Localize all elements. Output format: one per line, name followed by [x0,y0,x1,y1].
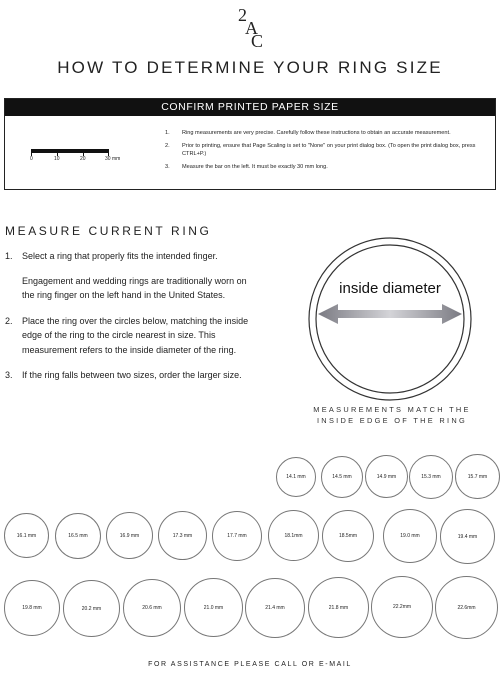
print-instructions [165,129,495,176]
ring-size-circle [63,580,120,637]
ring-size-circle [455,454,500,499]
confirm-paper-size-panel [4,98,496,190]
measure-instructions [5,249,250,392]
ring-size-label: 18.1mm [284,532,303,539]
ring-size-circle [55,513,101,559]
scale-label: 0 [30,156,33,162]
ring-size-circle [321,456,363,498]
ring-size-circle [383,509,437,563]
ring-size-circle [308,577,369,638]
note-line: INSIDE EDGE OF THE RING [316,416,468,425]
item-text: Engagement and wedding rings are traditionally worn on the ring finger on the left hand in the United States. [22,275,247,301]
ring-size-circle [184,578,243,637]
ring-size-circle [276,457,316,497]
inside-diameter-diagram [304,236,476,402]
ring-size-circle [4,513,49,558]
ring-size-circle [245,578,305,638]
ring-size-circle [371,576,433,638]
ring-size-label: 19.8 mm [22,605,42,611]
ring-size-circle [322,510,374,562]
logo-letter-c: C [251,31,264,48]
ring-size-label: 20.2 mm [81,605,102,612]
ring-size-label: 21.4 mm [265,605,285,611]
assistance-footer: FOR ASSISTANCE PLEASE CALL OR E-MAIL [148,661,352,668]
logo-letter-2: 2 [238,5,247,25]
instruction-item [5,368,250,383]
logo-letter-a: A [245,18,258,38]
ring-size-circle [123,579,181,637]
step-number: 1. [165,130,170,136]
item-text: Select a ring that properly fits the intended finger. [22,251,218,261]
ring-size-circle [268,510,319,561]
ring-size-circle [106,512,153,559]
page-title: HOW TO DETERMINE YOUR RING SIZE [57,58,443,77]
item-number: 3. [5,369,13,380]
ring-size-circle [435,576,498,639]
ring-size-label: 18.5mm [338,533,358,539]
step-text: Prior to printing, ensure that Page Scaling is set to "None" on your print dialog box. (To open the print dialog box, press CTRL+P.) [182,143,476,158]
print-step [165,163,495,171]
section-title: MEASURE CURRENT RING [5,224,212,238]
double-arrow-icon [318,304,462,324]
ring-size-circle [212,511,262,561]
brand-logo [236,4,266,48]
ring-size-circle [365,455,408,498]
diagram-label: inside diameter [339,280,441,297]
note-line: MEASUREMENTS MATCH THE [313,405,471,414]
ring-size-label: 16.5 mm [68,533,88,539]
step-text: Measure the bar on the left. It must be exactly 30 mm long. [182,164,328,171]
item-number: 2. [5,315,13,326]
step-number: 3. [165,164,170,171]
print-step [165,142,495,158]
ring-size-circle [409,455,453,499]
instruction-note [5,274,250,303]
scale-label: 20 [80,156,86,162]
ring-size-label: 14.1 mm [286,474,306,480]
measurement-note [300,404,484,426]
ring-size-label: 22.6mm [457,604,476,611]
ring-size-label: 14.9 mm [376,473,397,480]
ring-size-label: 16.1 mm [16,532,37,539]
instruction-item [5,249,250,264]
item-text: If the ring falls between two sizes, order the larger size. [22,369,242,380]
ring-size-circle [4,580,60,636]
print-step [165,129,495,137]
ring-size-label: 21.8 mm [328,604,349,611]
ring-size-label: 14.5 mm [332,474,352,480]
ring-inner-circle [316,245,464,393]
ring-size-label: 15.7 mm [467,473,488,480]
ring-size-label: 22.2mm [392,604,412,610]
ring-size-circle [440,509,495,564]
instruction-item [5,314,250,358]
item-number: 1. [5,251,13,261]
ring-size-label: 21.0 mm [203,604,224,611]
ring-size-label: 17.7 mm [227,533,247,539]
ring-size-circle [158,511,207,560]
ring-size-label: 16.9 mm [119,532,140,539]
step-text: Ring measurements are very precise. Carefully follow these instructions to obtain an accurate measurement. [182,130,451,136]
item-text: Place the ring over the circles below, matching the inside edge of the ring to the circle nearest in size. This measurement refers to the inside diameter of the ring. [22,315,249,355]
scale-bar [31,149,109,153]
ring-size-label: 19.0 mm [400,533,420,539]
step-number: 2. [165,143,170,150]
ring-size-label: 20.6 mm [142,605,162,611]
confirm-panel-header: CONFIRM PRINTED PAPER SIZE [5,99,495,116]
ring-size-label: 19.4 mm [457,533,478,540]
scale-label: 10 [54,156,60,162]
scale-label: 30 mm [105,156,121,162]
ring-size-label: 15.3 mm [421,474,441,480]
ring-size-label: 17.3 mm [172,532,193,539]
